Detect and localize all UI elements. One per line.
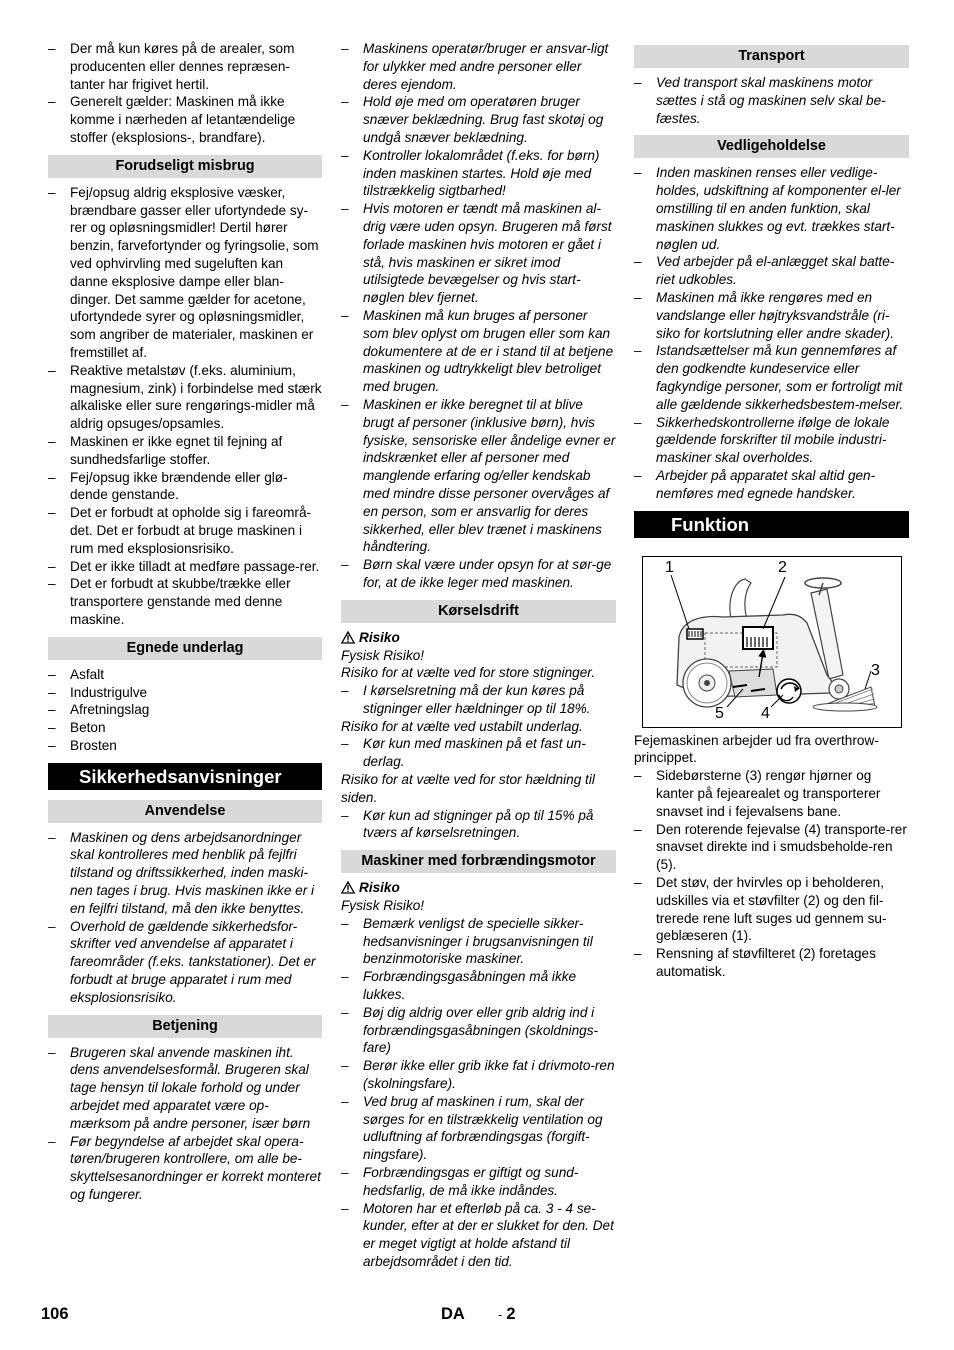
driving-list [341,682,616,718]
list-item: – Maskinen må ikke rengøres med en vandslange eller højtryksvandstråle (ri-siko for kortslutning eller andre skader). [634,289,909,342]
misuse-list [48,184,322,629]
list-item: – Fej/opsug aldrig eksplosive væsker, brændbare gasser eller ufortyndede sy-rer og opløsningsmidler! Dertil hører benzin, farvefortynder og fyringsolie, som ved ophvirvling med sugeluften kan danne eksplosive dampe eller blan-dinger. Det samme gælder for acetone, ufortyndede syrer og opløsningsmidler, som angriber de materialer, maskinen er fremstillet af. [48,184,322,362]
physical-risk-text: Fysisk Risiko! [341,898,425,914]
list-item: – Maskinens operatør/bruger er ansvar-ligt for ulykker med andre personer eller deres ejendom. [341,40,616,93]
list-item: – Kontroller lokalområdet (f.eks. for børn) inden maskinen startes. Hold øje med tilstrækkelig sigtbarhed! [341,147,616,200]
list-item: – Den roterende fejevalse (4) transporte-rer snavset direkte ind i smudsbeholde-ren (5). [634,821,909,874]
list-item: – Afretningslag [48,701,322,719]
list-item: – Ved brug af maskinen i rum, skal der sørges for en tilstrækkelig ventilation og udluftning af forbrændingsgas (forgift-ningsfare). [341,1093,616,1164]
page-code: - 2 [498,1305,516,1323]
list-item: – Før begyndelse af arbejdet skal opera-tøren/brugeren kontrollere, om alle be-skyttelsesanordninger er korrekt monteret og fungerer. [48,1133,322,1204]
list-item: – Istandsættelser må kun gennemføres af den godkendte kundeservice eller fagkyndige personer, som er fortroligt mit alle gældende sikkerhedsbestem-melser. [634,342,909,413]
list-item: – Inden maskinen renses eller vedlige-holdes, udskiftning af komponenter el-ler omstilling til en anden funktion, skal maskinen slukkes og evt. trækkes start-nøglen ud. [634,164,909,253]
physical-risk-text: Fysisk Risiko! [341,647,425,663]
list-item: – Maskinen er ikke beregnet til at blive brugt af personer (inklusive børn), hvis fysiske, sensoriske eller åndelige evner er indskrænket eller af personer med manglende erfaring og/eller kendskab med mindre disse personer overvåges af en person, som er ansvarlig for deres sikkerhed, eller blev trænet i maskinens håndtering. [341,396,616,556]
list-item: – Forbrændingsgasåbningen må ikke lukkes. [341,968,616,1004]
heading-use: Anvendelse [48,800,322,823]
figure-label-1: 1 [665,558,674,576]
risk-label: Risiko [341,629,616,647]
list-item: – Maskinen må kun bruges af personer som blev oplyst om brugen eller som kan dokumentere at de er i stand til at betjene maskinen og udtrykkeligt blev betroliget med brugen. [341,307,616,396]
page-number: 106 [41,1305,69,1323]
list-item: – Asfalt [48,666,322,684]
list-item: – Børn skal være under opsyn for at sør-ge for, at de ikke leger med maskinen. [341,556,616,592]
risk-text: Risiko for at vælte ved for stor hældning til siden. [341,772,595,805]
language-code: DA [441,1305,465,1323]
column-middle [341,40,616,1271]
list-item: – Bemærk venligst de specielle sikker-hedsanvisninger i brugsanvisningen til benzinmotoriske maskiner. [341,915,616,968]
risk-label: Risiko [341,879,616,897]
list-item: – Kør kun med maskinen på et fast un-derlag. [341,735,616,771]
heading-misuse: Forudseligt misbrug [48,155,322,178]
maintenance-list [634,164,909,502]
list-item: – Berør ikke eller grib ikke fat i drivmoto-ren (skolningsfare). [341,1057,616,1093]
list-item: – Industrigulve [48,684,322,702]
list-item: – Der må kun køres på de arealer, som producenten eller dennes repræsen-tanter har frigivet hertil. [48,40,322,93]
function-list [634,767,909,981]
list-item: – Forbrændingsgas er giftigt og sund-hedsfarlig, de må ikke indåndes. [341,1164,616,1200]
transport-list [634,74,909,127]
risk-text: Risiko for at vælte ved ustabilt underlag. [341,718,583,734]
operation-list [48,1044,322,1204]
list-item: – Arbejder på apparatet skal altid gen-nemføres med egnede handsker. [634,467,909,503]
figure-label-2: 2 [778,558,787,576]
column-left [48,40,322,1204]
list-item: – Rensning af støvfilteret (2) foretages automatisk. [634,945,909,981]
list-item: – Beton [48,719,322,737]
driving-list [341,807,616,843]
list-item: – Maskinen er ikke egnet til fejning af sundhedsfarlige stoffer. [48,433,322,469]
heading-function: Funktion [634,511,909,538]
list-item: – I kørselsretning må der kun køres på stigninger eller hældninger op til 18%. [341,682,616,718]
column-right [634,40,909,981]
heading-transport: Transport [634,45,909,68]
heading-combustion: Maskiner med forbrændingsmotor [341,850,616,873]
warning-icon [341,631,355,644]
intro-list [48,40,322,147]
list-item: – Det er ikke tilladt at medføre passage-rer. [48,558,322,576]
list-item: – Sidebørsterne (3) rengør hjørner og kanter på fejearealet og transporterer snavset ind i fejevalsens bane. [634,767,909,820]
list-item: – Hold øje med om operatøren bruger snæver beklædning. Brug fast skotøj og undgå snæver beklædning. [341,93,616,146]
heading-operation: Betjening [48,1015,322,1038]
risk-text: Risiko for at vælte ved for store stigninger. [341,665,596,681]
list-item: – Det er forbudt at skubbe/trække eller transportere genstande med denne maskine. [48,575,322,628]
operation-list-continued [341,40,616,592]
sweeper-drawing [643,557,901,727]
sweeper-illustration [642,556,902,728]
list-item: – Motoren har et efterløb på ca. 3 - 4 se-kunder, efter at der er slukket for den. Det er meget vigtigt at holde afstand til arbejdsområdet i den tid. [341,1200,616,1271]
list-item: – Sikkerhedskontrollerne ifølge de lokale gældende forskrifter til mobile industri-maskiner skal overholdes. [634,414,909,467]
heading-maintenance: Vedligeholdelse [634,135,909,158]
list-item: – Det støv, der hvirvles op i beholderen, udskilles via et støvfilter (2) og den fil-trerede rene luft suges ud gennem su-geblæseren (1). [634,874,909,945]
list-item: – Det er forbudt at opholde sig i fareområ-det. Det er forbudt at bruge maskinen i rum med eksplosionsrisiko. [48,504,322,557]
list-item: – Generelt gælder: Maskinen må ikke komme i nærheden af letantændelige stoffer (eksplosions-, brandfare). [48,93,322,146]
surfaces-list [48,666,322,755]
use-list [48,829,322,1007]
list-item: – Hvis motoren er tændt må maskinen al-drig være uden opsyn. Brugeren må først forlade maskinen hvis motoren er gået i stå, hvis maskinen er sikret imod utilsigtede bevægelser og hvis start-nøglen blev fjernet. [341,200,616,307]
function-intro: Fejemaskinen arbejder ud fra overthrow-princippet. [634,732,879,766]
list-item: – Brugeren skal anvende maskinen iht. dens anvendelsesformål. Brugeren skal tage hensyn til lokale forhold og under arbejdet med apparatet være op-mærksom på andre personer, især børn [48,1044,322,1133]
list-item: – Overhold de gældende sikkerhedsfor-skrifter ved anvendelse af apparatet i fareområder (f.eks. tankstationer). Det er forbudt at bruge apparatet i rum med eksplosionsrisiko. [48,918,322,1007]
heading-safety: Sikkerhedsanvisninger [48,763,322,790]
figure-label-3: 3 [871,661,880,679]
list-item: – Ved transport skal maskinens motor sættes i stå og maskinen selv skal be-fæstes. [634,74,909,127]
combustion-list [341,915,616,1271]
list-item: – Fej/opsug ikke brændende eller glø-dende genstande. [48,469,322,505]
figure-label-5: 5 [715,704,724,722]
heading-surfaces: Egnede underlag [48,637,322,660]
list-item: – Kør kun ad stigninger på op til 15% på tværs af kørselsretningen. [341,807,616,843]
heading-driving: Kørselsdrift [341,600,616,623]
list-item: – Maskinen og dens arbejdsanordninger skal kontrolleres med henblik på fejlfri tilstand og driftssikkerhed, inden maski-nen tages i brug. Hvis maskinen ikke er i en fejlfri tilstand, må den ikke benyttes. [48,829,322,918]
list-item: – Brosten [48,737,322,755]
list-item: – Bøj dig aldrig over eller grib aldrig ind i forbrændingsgasåbningen (skoldnings-fare) [341,1004,616,1057]
driving-list [341,735,616,771]
list-item: – Reaktive metalstøv (f.eks. aluminium, magnesium, zink) i forbindelse med stærk alkaliske eller sure rengørings-midler må aldrig opsuges/opsamles. [48,362,322,433]
figure-label-4: 4 [761,704,770,722]
warning-icon [341,881,355,894]
list-item: – Ved arbejder på el-anlægget skal batte-riet udkobles. [634,253,909,289]
